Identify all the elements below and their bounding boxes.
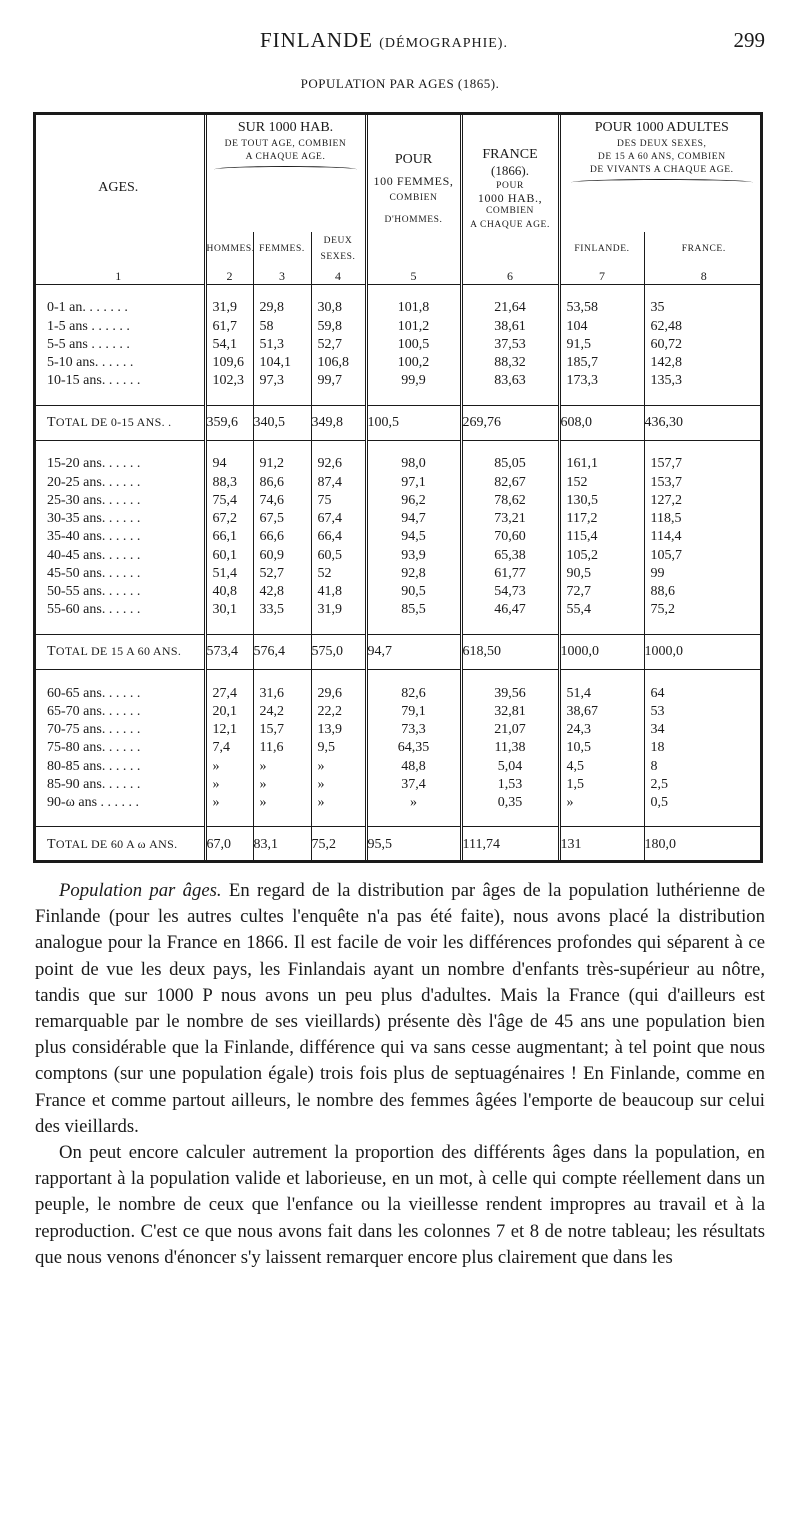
cell-col-6: 11,38 bbox=[461, 739, 559, 757]
cell-col-2: 88,3 bbox=[205, 474, 253, 492]
cell-col-2: 94 bbox=[205, 455, 253, 473]
age-label: 25-30 ans. . . . . . bbox=[47, 492, 141, 508]
cell-col-8: 18 bbox=[644, 739, 763, 757]
cell-col-7: 53,58 bbox=[559, 299, 644, 317]
cell-col-7: 72,7 bbox=[559, 583, 644, 601]
cell-col-7: 10,5 bbox=[559, 739, 644, 757]
cell-col-3: 576,4 bbox=[253, 634, 311, 669]
cell-col-5: 99,9 bbox=[366, 372, 461, 390]
age-label: 30-35 ans. . . . . . bbox=[47, 511, 141, 527]
cell-col-3: 42,8 bbox=[253, 583, 311, 601]
cell-col-3: 31,6 bbox=[253, 684, 311, 702]
cell-col-5: 73,3 bbox=[366, 721, 461, 739]
cell-col-2: 109,6 bbox=[205, 354, 253, 372]
cell-col-3: 104,1 bbox=[253, 354, 311, 372]
header-sur-1000: SUR 1000 HAB. DE TOUT AGE, COMBIEN A CHAQUE AGE. bbox=[205, 112, 366, 232]
page-number: 299 bbox=[733, 28, 765, 52]
cell-col-8: 105,7 bbox=[644, 547, 763, 565]
cell-col-6: 38,61 bbox=[461, 317, 559, 335]
age-label: 20-25 ans. . . . . . bbox=[47, 474, 141, 490]
cell-col-7: 608,0 bbox=[559, 405, 644, 440]
cell-col-5: 82,6 bbox=[366, 684, 461, 702]
cell-col-5: 100,5 bbox=[366, 405, 461, 440]
header-femmes: FEMMES. bbox=[253, 232, 311, 264]
cell-col-7: 117,2 bbox=[559, 510, 644, 528]
cell-col-3: 51,3 bbox=[253, 336, 311, 354]
age-label: 65-70 ans. . . . . . bbox=[47, 703, 141, 719]
cell-col-7: 131 bbox=[559, 827, 644, 863]
age-label: 85-90 ans. . . . . . bbox=[47, 776, 141, 792]
total-label: TOTAL DE 60 A ω ANS. bbox=[33, 827, 205, 863]
age-label: 10-15 ans. . . . . . bbox=[47, 373, 141, 389]
cell-col-3: 66,6 bbox=[253, 528, 311, 546]
cell-col-4: 52,7 bbox=[311, 336, 366, 354]
column-number-5: 5 bbox=[366, 264, 461, 285]
cell-col-3: 340,5 bbox=[253, 405, 311, 440]
cell-col-7: 1,5 bbox=[559, 776, 644, 794]
cell-col-7: 152 bbox=[559, 474, 644, 492]
cell-col-2: » bbox=[205, 794, 253, 812]
cell-col-8: 62,48 bbox=[644, 317, 763, 335]
cell-col-6: 88,32 bbox=[461, 354, 559, 372]
cell-col-3: 74,6 bbox=[253, 492, 311, 510]
cell-col-5: 64,35 bbox=[366, 739, 461, 757]
age-label: 75-80 ans. . . . . . bbox=[47, 740, 141, 756]
cell-col-8: 436,30 bbox=[644, 405, 763, 440]
cell-col-7: 130,5 bbox=[559, 492, 644, 510]
cell-col-5: 79,1 bbox=[366, 703, 461, 721]
cell-col-4: 22,2 bbox=[311, 703, 366, 721]
cell-col-8: 1000,0 bbox=[644, 634, 763, 669]
cell-col-6: 21,64 bbox=[461, 299, 559, 317]
cell-col-4: » bbox=[311, 757, 366, 775]
cell-col-8: 75,2 bbox=[644, 601, 763, 619]
cell-col-3: 67,5 bbox=[253, 510, 311, 528]
cell-col-4: 99,7 bbox=[311, 372, 366, 390]
age-label: 0-1 an. . . . . . . bbox=[47, 300, 128, 316]
cell-col-6: 1,53 bbox=[461, 776, 559, 794]
running-header bbox=[260, 28, 765, 60]
cell-col-5: 94,5 bbox=[366, 528, 461, 546]
column-number-6: 6 bbox=[461, 264, 559, 285]
paragraph-2: On peut encore calculer autrement la proportion des différents âges dans la population, en rapportant à la population valide et laborieuse, en un mot, à celle qui compte réellement dans un peuple, le nombre de ceux que l'enfance ou la vieillesse rendent impropres au travail et à la reproduction. C'est ce que nous avons fait dans les colonnes 7 et 8 de notre tableau; les résultats que nous venons d'énoncer s'y laissent remarquer encore plus clairement que dans les bbox=[35, 1142, 765, 1268]
cell-col-3: 83,1 bbox=[253, 827, 311, 863]
cell-col-5: 92,8 bbox=[366, 565, 461, 583]
cell-col-4: 13,9 bbox=[311, 721, 366, 739]
cell-col-3: » bbox=[253, 757, 311, 775]
column-number-2: 2 bbox=[205, 264, 253, 285]
cell-col-7: 38,67 bbox=[559, 703, 644, 721]
cell-col-6: 46,47 bbox=[461, 601, 559, 619]
age-label: 70-75 ans. . . . . . bbox=[47, 722, 141, 738]
cell-col-4: 52 bbox=[311, 565, 366, 583]
cell-col-6: 5,04 bbox=[461, 757, 559, 775]
cell-col-6: 83,63 bbox=[461, 372, 559, 390]
cell-col-4: 349,8 bbox=[311, 405, 366, 440]
header-ages: AGES. bbox=[98, 180, 139, 195]
paragraph-1: Population par âges. En regard de la distribution par âges de la population luthérienne de Finlande (pour les autres cultes l'enquête n'a pas été faite), nous avons placé la distribution analogue pour la France en 1866. Il est facile de voir les différences profondes qui séparent à ce point de vue les deux pays, les Finlandais ayant un nombre d'enfants très-supérieur au nôtre, tandis que sur 1000 P nous avons un peu plus d'adultes. Mais la France (qui d'ailleurs est remarquable par le nombre de ses vieillards) présente dès l'âge de 45 ans une population bien plus considérable que la Finlande, différence qui va sans cesse augmentant; à tel point que nous comptons (sur une population égale) trois fois plus de septuagénaires ! En Finlande, comme en France et comme partout ailleurs, le nombre des femmes âgées l'emporte de beaucoup sur celui des vieillards. bbox=[35, 880, 765, 1137]
cell-col-2: 102,3 bbox=[205, 372, 253, 390]
cell-col-5: 85,5 bbox=[366, 601, 461, 619]
cell-col-8: 118,5 bbox=[644, 510, 763, 528]
total-label: TOTAL DE 0-15 ANS. . bbox=[33, 405, 205, 440]
cell-col-4: 29,6 bbox=[311, 684, 366, 702]
header-deux-sexes: DEUX SEXES. bbox=[311, 232, 366, 264]
column-number-7: 7 bbox=[559, 264, 644, 285]
cell-col-2: » bbox=[205, 757, 253, 775]
cell-col-4: 67,4 bbox=[311, 510, 366, 528]
cell-col-8: 153,7 bbox=[644, 474, 763, 492]
header-france-1866: FRANCE (1866). POUR 1000 HAB., COMBIEN A CHAQUE AGE. bbox=[461, 112, 559, 264]
cell-col-8: 99 bbox=[644, 565, 763, 583]
cell-col-7: 104 bbox=[559, 317, 644, 335]
cell-col-5: 98,0 bbox=[366, 455, 461, 473]
age-label: 40-45 ans. . . . . . bbox=[47, 547, 141, 563]
cell-col-6: 54,73 bbox=[461, 583, 559, 601]
cell-col-8: 53 bbox=[644, 703, 763, 721]
cell-col-5: 95,5 bbox=[366, 827, 461, 863]
cell-col-6: 61,77 bbox=[461, 565, 559, 583]
age-label: 60-65 ans. . . . . . bbox=[47, 685, 141, 701]
cell-col-6: 32,81 bbox=[461, 703, 559, 721]
cell-col-8: 2,5 bbox=[644, 776, 763, 794]
cell-col-5: 94,7 bbox=[366, 634, 461, 669]
cell-col-6: 618,50 bbox=[461, 634, 559, 669]
age-label: 5-5 ans . . . . . . bbox=[47, 336, 130, 352]
cell-col-8: 8 bbox=[644, 757, 763, 775]
cell-col-4: 30,8 bbox=[311, 299, 366, 317]
cell-col-5: 100,5 bbox=[366, 336, 461, 354]
cell-col-8: 142,8 bbox=[644, 354, 763, 372]
cell-col-3: 24,2 bbox=[253, 703, 311, 721]
cell-col-2: 7,4 bbox=[205, 739, 253, 757]
cell-col-5: 100,2 bbox=[366, 354, 461, 372]
header-pour-100-femmes: POUR 100 FEMMES, COMBIEN D'HOMMES. bbox=[366, 112, 461, 264]
cell-col-8: 64 bbox=[644, 684, 763, 702]
cell-col-4: 75,2 bbox=[311, 827, 366, 863]
cell-col-7: 55,4 bbox=[559, 601, 644, 619]
cell-col-2: 54,1 bbox=[205, 336, 253, 354]
cell-col-2: 30,1 bbox=[205, 601, 253, 619]
cell-col-4: » bbox=[311, 794, 366, 812]
cell-col-4: 106,8 bbox=[311, 354, 366, 372]
cell-col-7: 105,2 bbox=[559, 547, 644, 565]
cell-col-3: 15,7 bbox=[253, 721, 311, 739]
cell-col-6: 82,67 bbox=[461, 474, 559, 492]
age-label: 35-40 ans. . . . . . bbox=[47, 529, 141, 545]
cell-col-8: 114,4 bbox=[644, 528, 763, 546]
cell-col-4: 66,4 bbox=[311, 528, 366, 546]
cell-col-7: 173,3 bbox=[559, 372, 644, 390]
cell-col-7: 90,5 bbox=[559, 565, 644, 583]
cell-col-8: 60,72 bbox=[644, 336, 763, 354]
cell-col-4: 9,5 bbox=[311, 739, 366, 757]
cell-col-6: 65,38 bbox=[461, 547, 559, 565]
cell-col-2: 60,1 bbox=[205, 547, 253, 565]
cell-col-3: 60,9 bbox=[253, 547, 311, 565]
cell-col-5: 101,2 bbox=[366, 317, 461, 335]
cell-col-3: » bbox=[253, 794, 311, 812]
header-hommes: HOMMES. bbox=[205, 232, 253, 264]
cell-col-5: 97,1 bbox=[366, 474, 461, 492]
cell-col-2: 61,7 bbox=[205, 317, 253, 335]
cell-col-7: 115,4 bbox=[559, 528, 644, 546]
cell-col-4: 31,9 bbox=[311, 601, 366, 619]
cell-col-3: 33,5 bbox=[253, 601, 311, 619]
cell-col-5: 93,9 bbox=[366, 547, 461, 565]
cell-col-2: 31,9 bbox=[205, 299, 253, 317]
table-caption: POPULATION PAR AGES (1865). bbox=[300, 76, 500, 91]
age-label: 50-55 ans. . . . . . bbox=[47, 584, 141, 600]
column-number-1: 1 bbox=[33, 264, 205, 285]
header-pour-1000-adultes: POUR 1000 ADULTES DES DEUX SEXES, DE 15 A 60 ANS, COMBIEN DE VIVANTS A CHAQUE AGE. bbox=[559, 112, 763, 232]
cell-col-6: 37,53 bbox=[461, 336, 559, 354]
cell-col-7: 1000,0 bbox=[559, 634, 644, 669]
cell-col-7: » bbox=[559, 794, 644, 812]
cell-col-4: 87,4 bbox=[311, 474, 366, 492]
cell-col-4: 92,6 bbox=[311, 455, 366, 473]
cell-col-8: 0,5 bbox=[644, 794, 763, 812]
cell-col-3: 86,6 bbox=[253, 474, 311, 492]
cell-col-5: 37,4 bbox=[366, 776, 461, 794]
cell-col-2: 67,0 bbox=[205, 827, 253, 863]
cell-col-7: 51,4 bbox=[559, 684, 644, 702]
cell-col-5: 90,5 bbox=[366, 583, 461, 601]
running-title: FINLANDE (DÉMOGRAPHIE). bbox=[260, 28, 508, 52]
cell-col-2: 51,4 bbox=[205, 565, 253, 583]
age-label: 55-60 ans. . . . . . bbox=[47, 602, 141, 618]
cell-col-6: 70,60 bbox=[461, 528, 559, 546]
cell-col-7: 161,1 bbox=[559, 455, 644, 473]
cell-col-2: 75,4 bbox=[205, 492, 253, 510]
cell-col-8: 34 bbox=[644, 721, 763, 739]
cell-col-4: 75 bbox=[311, 492, 366, 510]
cell-col-6: 39,56 bbox=[461, 684, 559, 702]
cell-col-6: 73,21 bbox=[461, 510, 559, 528]
age-label: 1-5 ans . . . . . . bbox=[47, 318, 130, 334]
cell-col-2: 66,1 bbox=[205, 528, 253, 546]
cell-col-3: 11,6 bbox=[253, 739, 311, 757]
paragraph-lead: Population par âges. bbox=[59, 880, 222, 901]
cell-col-2: » bbox=[205, 776, 253, 794]
cell-col-6: 111,74 bbox=[461, 827, 559, 863]
cell-col-6: 269,76 bbox=[461, 405, 559, 440]
cell-col-8: 127,2 bbox=[644, 492, 763, 510]
cell-col-7: 91,5 bbox=[559, 336, 644, 354]
running-subtitle: (DÉMOGRAPHIE). bbox=[379, 36, 508, 51]
age-label: 80-85 ans. . . . . . bbox=[47, 758, 141, 774]
cell-col-5: 96,2 bbox=[366, 492, 461, 510]
age-label: 45-50 ans. . . . . . bbox=[47, 565, 141, 581]
column-number-3: 3 bbox=[253, 264, 311, 285]
cell-col-8: 35 bbox=[644, 299, 763, 317]
total-label: TOTAL DE 15 A 60 ANS. bbox=[33, 634, 205, 669]
age-label: 15-20 ans. . . . . . bbox=[47, 456, 141, 472]
cell-col-2: 573,4 bbox=[205, 634, 253, 669]
cell-col-2: 20,1 bbox=[205, 703, 253, 721]
cell-col-5: 101,8 bbox=[366, 299, 461, 317]
cell-col-8: 157,7 bbox=[644, 455, 763, 473]
cell-col-2: 12,1 bbox=[205, 721, 253, 739]
cell-col-3: 58 bbox=[253, 317, 311, 335]
cell-col-6: 78,62 bbox=[461, 492, 559, 510]
age-label: 5-10 ans. . . . . . bbox=[47, 355, 134, 371]
column-number-8: 8 bbox=[644, 264, 763, 285]
cell-col-3: 29,8 bbox=[253, 299, 311, 317]
cell-col-6: 85,05 bbox=[461, 455, 559, 473]
cell-col-3: 97,3 bbox=[253, 372, 311, 390]
body-text bbox=[35, 878, 765, 1271]
cell-col-7: 4,5 bbox=[559, 757, 644, 775]
cell-col-8: 88,6 bbox=[644, 583, 763, 601]
cell-col-8: 180,0 bbox=[644, 827, 763, 863]
cell-col-6: 0,35 bbox=[461, 794, 559, 812]
cell-col-2: 67,2 bbox=[205, 510, 253, 528]
cell-col-4: » bbox=[311, 776, 366, 794]
cell-col-5: » bbox=[366, 794, 461, 812]
cell-col-6: 21,07 bbox=[461, 721, 559, 739]
cell-col-4: 60,5 bbox=[311, 547, 366, 565]
cell-col-3: 52,7 bbox=[253, 565, 311, 583]
cell-col-2: 359,6 bbox=[205, 405, 253, 440]
header-france: FRANCE. bbox=[644, 232, 763, 264]
cell-col-3: » bbox=[253, 776, 311, 794]
cell-col-7: 185,7 bbox=[559, 354, 644, 372]
age-label: 90-ω ans . . . . . . bbox=[47, 795, 140, 811]
column-number-4: 4 bbox=[311, 264, 366, 285]
table-frame bbox=[33, 112, 763, 863]
cell-col-5: 94,7 bbox=[366, 510, 461, 528]
cell-col-4: 59,8 bbox=[311, 317, 366, 335]
cell-col-7: 24,3 bbox=[559, 721, 644, 739]
header-finlande: FINLANDE. bbox=[559, 232, 644, 264]
cell-col-2: 40,8 bbox=[205, 583, 253, 601]
cell-col-4: 575,0 bbox=[311, 634, 366, 669]
cell-col-2: 27,4 bbox=[205, 684, 253, 702]
cell-col-3: 91,2 bbox=[253, 455, 311, 473]
cell-col-5: 48,8 bbox=[366, 757, 461, 775]
cell-col-4: 41,8 bbox=[311, 583, 366, 601]
cell-col-8: 135,3 bbox=[644, 372, 763, 390]
